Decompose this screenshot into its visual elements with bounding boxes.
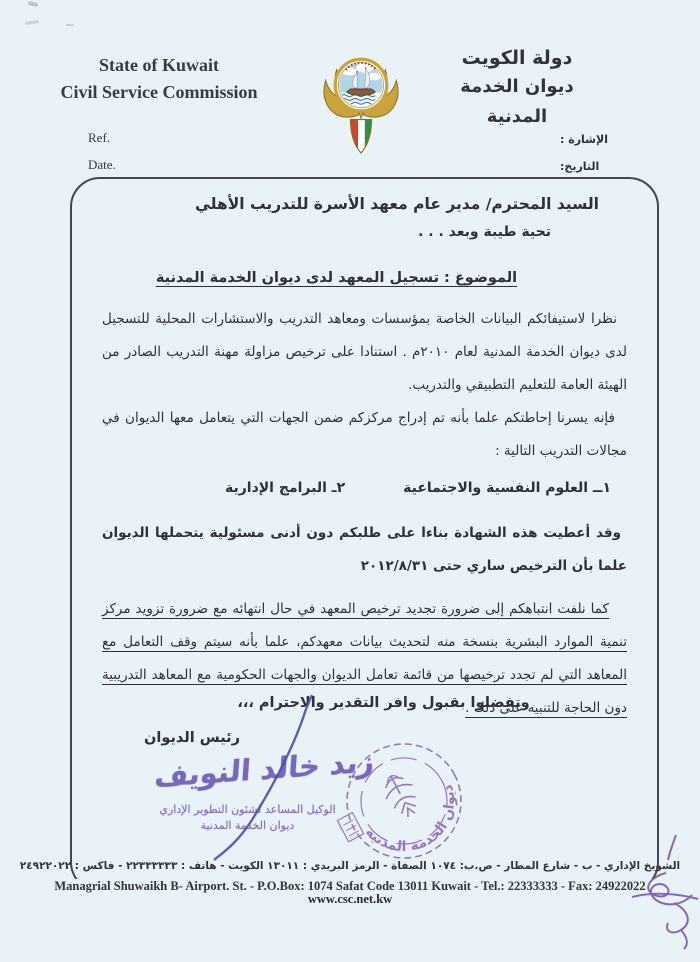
footer-address-english: Managrial Shuwaikh B- Airport. St. - P.O.Box: 1074 Safat Code 13011 Kuwait - Tel.: 22333333 - Fax: 24922022 xyxy=(46,879,653,893)
body-paragraph-2: فإنه يسرنا إحاطتكم علما بأنه تم إدراج مركزكم ضمن الجهات التي يتعامل معها الديوان في مجالات التدريب التالية : xyxy=(102,410,627,459)
header-arabic xyxy=(428,44,606,132)
signature-title: رئيس الديوان xyxy=(144,730,240,746)
footer-website: www.csc.net.kw xyxy=(307,892,393,906)
date-label-en: Date. xyxy=(88,157,116,172)
commission-title-arabic: ديوان الخدمة المدنية xyxy=(460,76,574,127)
signature-stamp-line1: الوكيل المساعد لشئون التطوير الإداري xyxy=(159,803,336,816)
letter-body xyxy=(72,179,657,725)
state-title: State of Kuwait xyxy=(99,55,219,75)
pen-scribble-icon xyxy=(630,833,700,951)
date-label-ar: التاريخ: xyxy=(560,160,600,173)
commission-title: Civil Service Commission xyxy=(60,82,258,102)
subject-line: الموضوع : تسجيل المعهد لدى ديوان الخدمة المدنية xyxy=(155,270,518,286)
signature-stamp-line2: ديوان الخدمة المدنية xyxy=(200,819,295,832)
training-field-2: ٢ـ البرامج الإدارية xyxy=(224,480,346,496)
body-paragraph-3: وقد أعطيت هذه الشهادة بناءا على طلبكم دون أدنى مسئولية يتحملها الديوان علما بأن الترخيص ساري حتى ٢٠١٢/٨/٣١ xyxy=(102,525,627,574)
header-english xyxy=(48,52,270,106)
footer-address-arabic: الشويخ الإداري - ب - شارع المطار - ص.ب: ١٠٧٤ الصفاة - الرمز البريدي : ١٣٠١١ الكويت - هاتف : ٢٢٣٣٣٣٣٣ - فاكس : ٢٤٩٢٢٠٢٢ xyxy=(19,860,681,872)
signature-handwriting: زيد خالد النويف xyxy=(153,744,376,794)
training-field-1: ١ــ العلوم النفسية والاجتماعية xyxy=(403,480,611,496)
ref-label-en: Ref. xyxy=(88,130,111,145)
training-fields-row xyxy=(102,472,627,505)
kuwait-coat-of-arms-icon xyxy=(318,52,404,170)
greeting-line: تحية طيبة وبعد . . . xyxy=(418,224,551,240)
closing-line: وتفضلوا بقبول وافر التقدير والاحترام ،،، xyxy=(237,695,530,711)
ref-label-ar: الإشارة : xyxy=(560,133,608,146)
scan-speck xyxy=(66,24,74,26)
addressee-line: السيد المحترم/ مدير عام معهد الأسرة للتدريب الأهلي xyxy=(194,195,599,213)
body-paragraph-1: نظرا لاستيفائكم البيانات الخاصة بمؤسسات ومعاهد التدريب والاستشارات المحلية للتسجيل لدى ديوان الخدمة المدنية لعام ٢٠١٠م . استنادا على ترخيص مزاولة مهنة التدريب الصادر من الهيئة العامة للتعليم التطبيقي والتدريب. xyxy=(102,311,627,393)
body-paragraph-4: كما نلفت انتباهكم إلى ضرورة تجديد ترخيص المعهد في حال انتهائه مع ضرورة تزويد مركز تنمية الموارد البشرية بنسخة منه لتحديث بيانات معهدكم، علما بأنه سيتم وقف التعامل مع المعاهد التي لم تجدد ترخيصها من قائمة تعامل الديوان والجهات الحكومية مع المعاهد التدريبية دون الحاجة للتنبيه على ذلك . xyxy=(102,601,627,716)
round-stamp-text: ديوان الخدمة المدنية xyxy=(361,782,459,855)
scan-speck xyxy=(25,20,39,25)
signature-stamp-text xyxy=(110,802,385,834)
scan-speck xyxy=(28,1,39,7)
letter-border-box xyxy=(70,177,659,892)
state-title-arabic: دولة الكويت xyxy=(461,47,573,69)
